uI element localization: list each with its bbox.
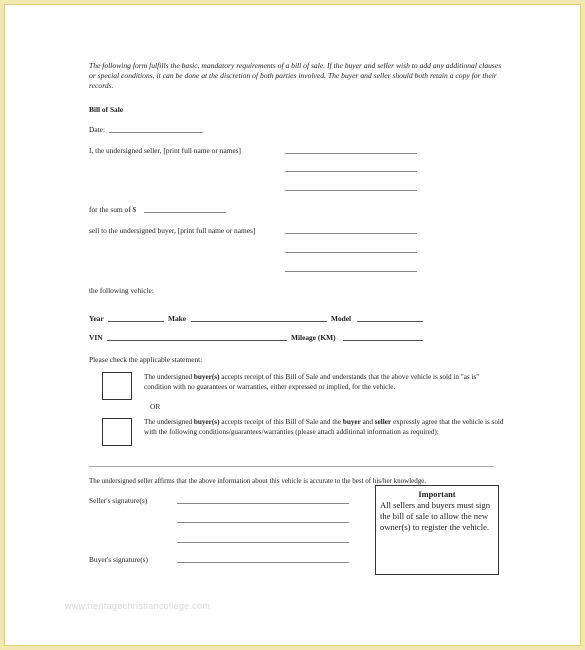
buyer-label: sell to the undersigned buyer, [print full name or names] bbox=[89, 226, 256, 235]
buyer-sig-label: Buyer's signature(s) bbox=[89, 555, 149, 564]
document-page bbox=[4, 4, 581, 646]
or-text: OR bbox=[150, 402, 161, 411]
cond-text-4: expressly agree that the vehicle is sold with the following conditions/guarantees/warranties (please attach additional information as required): bbox=[144, 418, 504, 436]
as-is-checkbox[interactable] bbox=[102, 372, 132, 400]
buyer-name-line-3[interactable] bbox=[285, 271, 417, 272]
important-title: Important bbox=[418, 490, 456, 499]
seller-label: I, the undersigned seller, [print full name or names] bbox=[89, 146, 241, 155]
as-is-text-1: The undersigned bbox=[144, 373, 194, 381]
conditions-statement bbox=[144, 418, 504, 438]
buyer-name-line-1[interactable] bbox=[285, 233, 417, 234]
important-box bbox=[375, 485, 499, 575]
vin-label: VIN bbox=[89, 333, 103, 342]
as-is-text-2: accepts receipt of this Bill of Sale and understands that the above vehicle is sold in "as is" condition with no guarantees or warranties, either expressed or implied, for the vehicle. bbox=[144, 373, 480, 391]
buyer-sig-line-2[interactable] bbox=[177, 562, 349, 563]
seller-name-line-3[interactable] bbox=[285, 190, 417, 191]
model-label: Model bbox=[331, 314, 352, 323]
year-field[interactable] bbox=[108, 321, 164, 322]
cond-seller-bold: seller bbox=[374, 418, 392, 426]
date-label: Date: bbox=[89, 125, 106, 134]
seller-name-line-2[interactable] bbox=[285, 171, 417, 172]
sum-label: for the sum of $ bbox=[89, 205, 137, 214]
watermark: www.heritagechristiancollege.com bbox=[65, 601, 211, 611]
vehicle-label: the following vehicle: bbox=[89, 286, 154, 295]
important-body: All sellers and buyers must sign the bill of sale to allow the new owner(s) to register the vehicle. bbox=[380, 500, 491, 532]
vin-field[interactable] bbox=[107, 340, 287, 341]
model-field[interactable] bbox=[357, 321, 423, 322]
sum-field[interactable] bbox=[144, 212, 226, 213]
date-field[interactable] bbox=[109, 132, 203, 133]
as-is-buyer-bold: buyer(s) bbox=[193, 373, 220, 381]
cond-text-3: and bbox=[360, 418, 375, 426]
make-label: Make bbox=[168, 314, 187, 323]
check-prompt: Please check the applicable statement: bbox=[89, 355, 203, 364]
cond-buyers-bold: buyer(s) bbox=[193, 418, 220, 426]
seller-sig-line-2[interactable] bbox=[177, 522, 349, 523]
cond-text-2: accepts receipt of this Bill of Sale and the bbox=[219, 418, 343, 426]
intro-text: The following form fulfills the basic, mandatory requirements of a bill of sale. If the buyer and seller wish to add any additional clauses or special conditions, it can be done at the discretion of both parties involved. The buyer and seller should both retain a copy for their records. bbox=[89, 61, 502, 90]
seller-sig-label: Seller's signature(s) bbox=[89, 496, 148, 505]
cond-text-1: The undersigned bbox=[144, 418, 194, 426]
buyer-name-line-2[interactable] bbox=[285, 252, 417, 253]
mileage-label: Mileage (KM) bbox=[291, 333, 336, 342]
form-title: Bill of Sale bbox=[89, 105, 124, 114]
seller-name-line-1[interactable] bbox=[285, 153, 417, 154]
affirm-text: The undersigned seller affirms that the above information about this vehicle is accurate to the best of his/her knowledge. bbox=[89, 477, 427, 485]
seller-sig-line-1[interactable] bbox=[177, 503, 349, 504]
make-field[interactable] bbox=[191, 321, 327, 322]
as-is-statement bbox=[144, 373, 504, 393]
section-divider bbox=[89, 466, 494, 467]
cond-buyer-bold: buyer bbox=[342, 418, 361, 426]
mileage-field[interactable] bbox=[343, 340, 423, 341]
buyer-sig-line-1[interactable] bbox=[177, 542, 349, 543]
conditions-checkbox[interactable] bbox=[102, 418, 132, 446]
year-label: Year bbox=[89, 314, 104, 323]
